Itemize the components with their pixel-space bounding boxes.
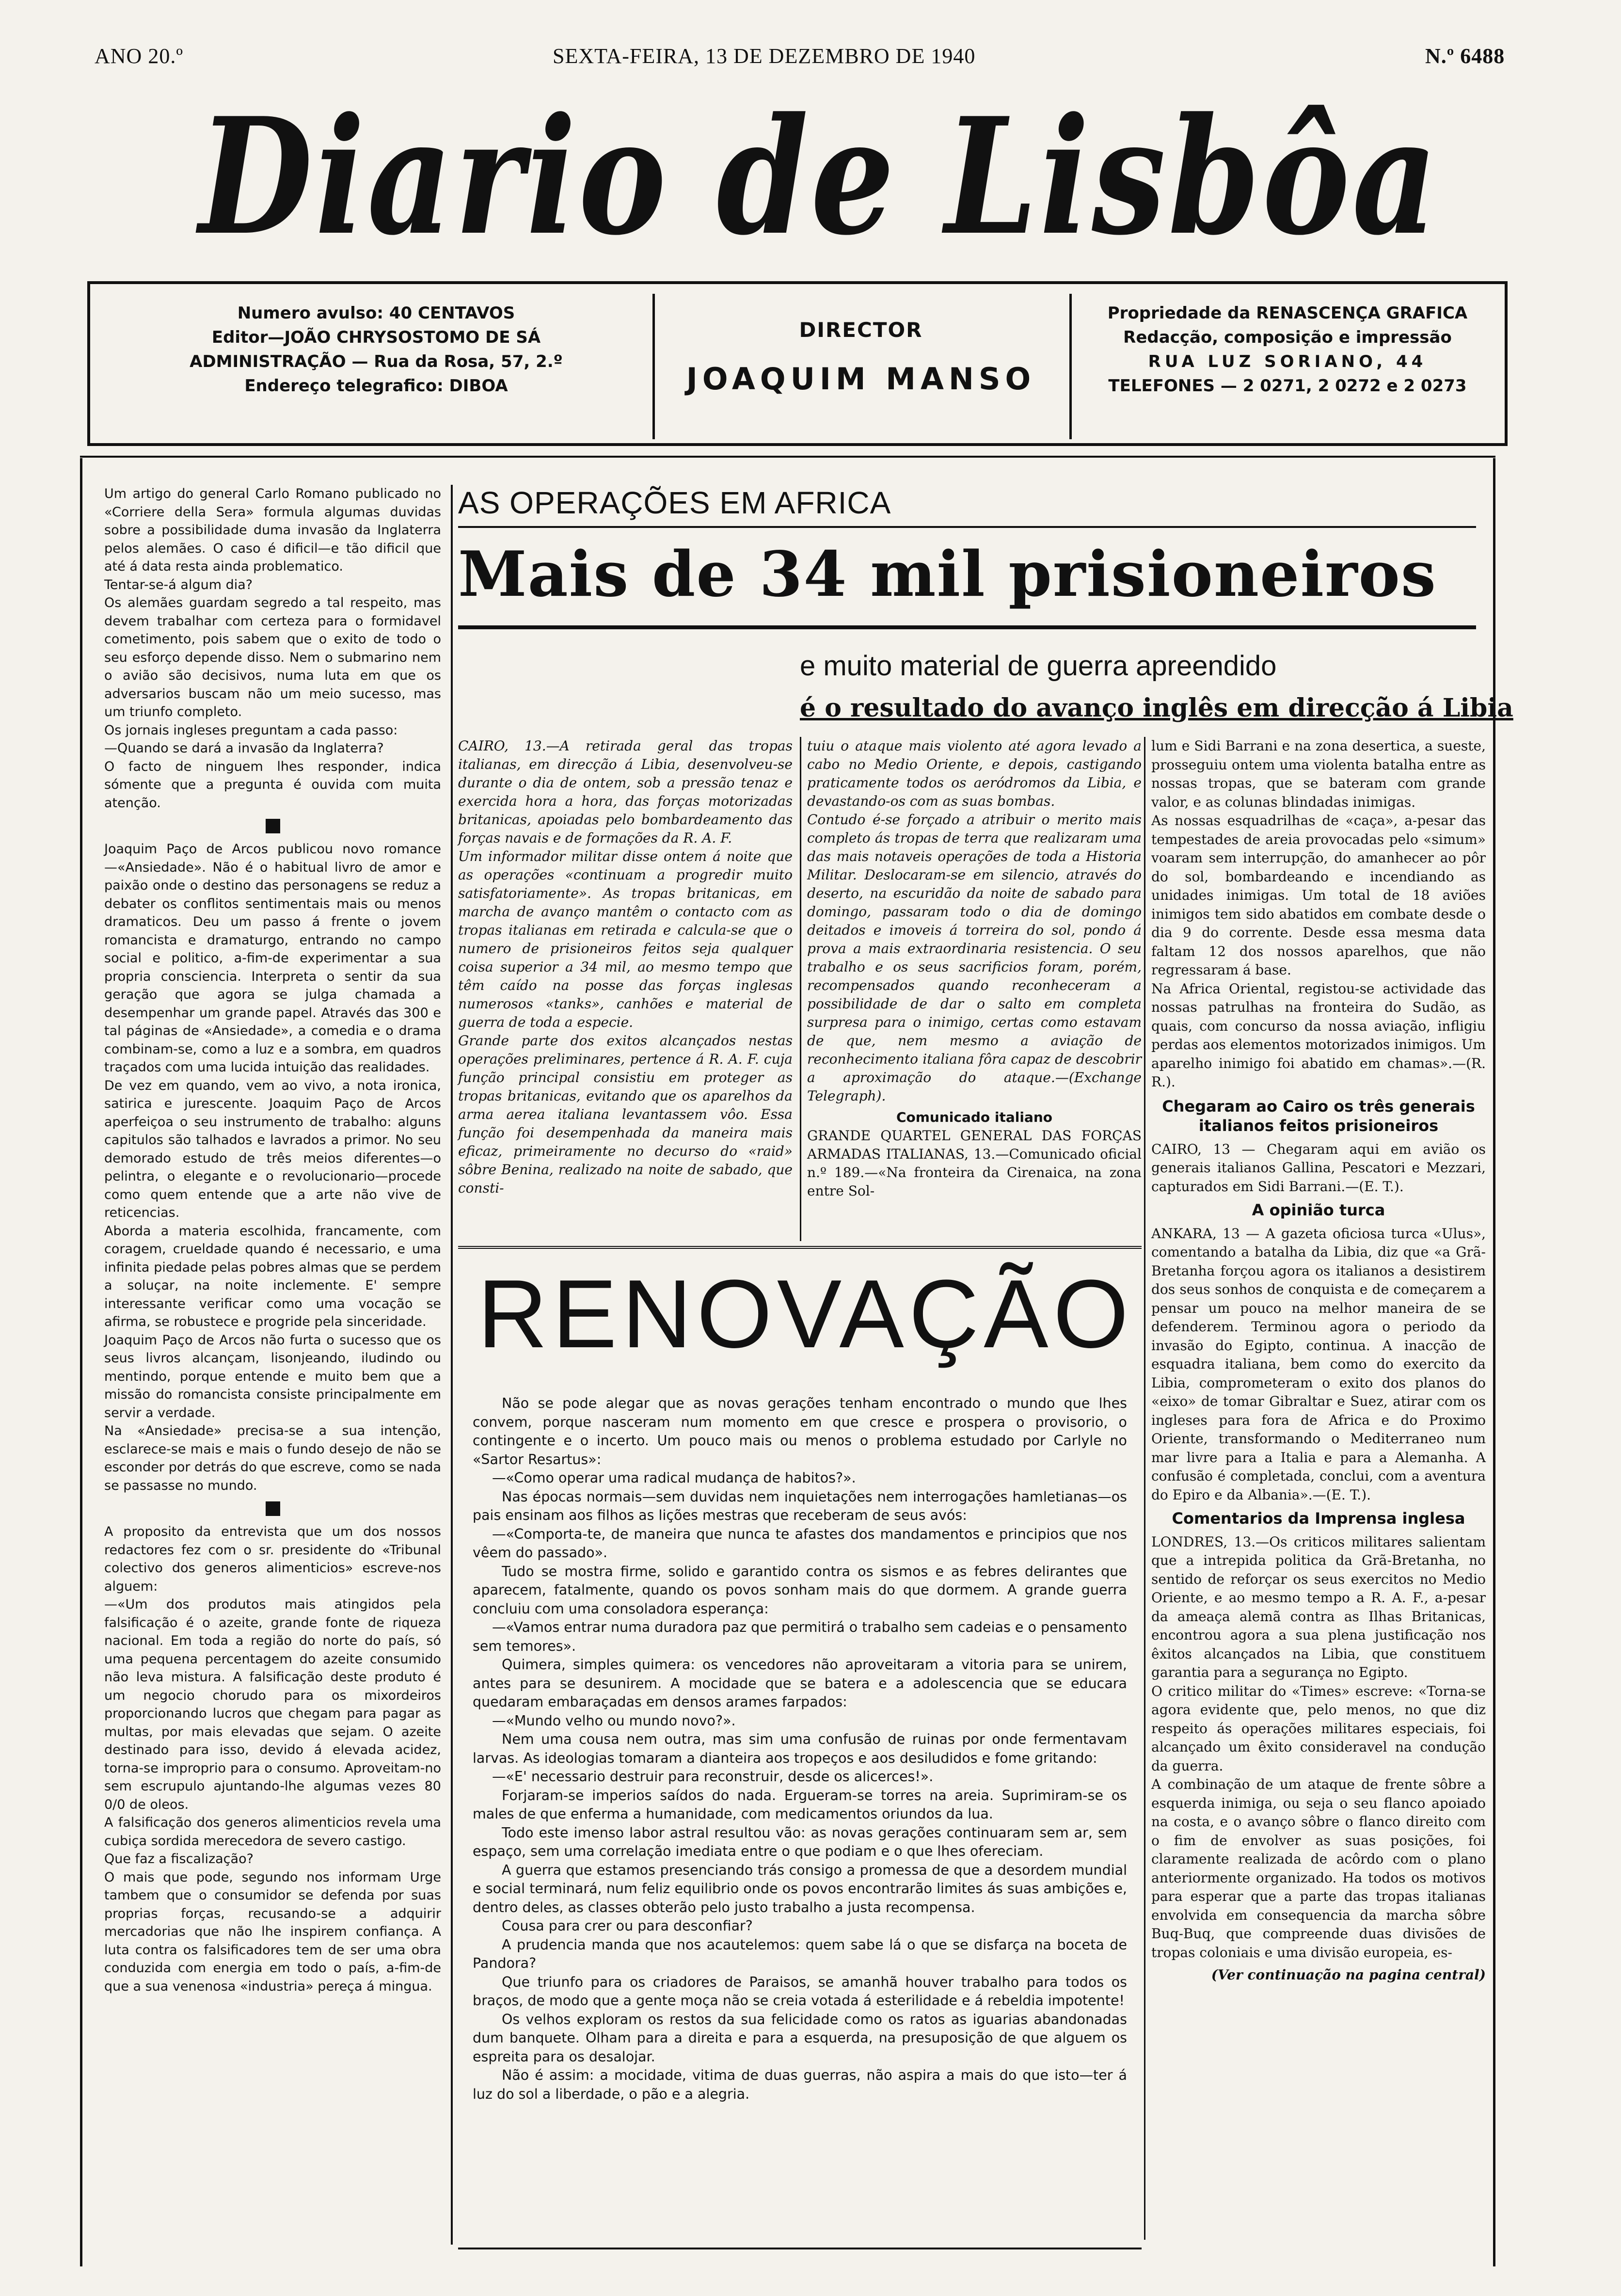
info-address: RUA LUZ SORIANO, 44 xyxy=(1148,352,1427,371)
main-headline: Mais de 34 mil prisioneiros xyxy=(458,538,1437,611)
left-para: Os alemães guardam segredo a tal respeito, mas devem trabalhar com certeza para o formidavel cometimento, pois sabem que o exito de todo o seu esforço depende disso. Nem o submarino nem o avião são decisivos, numa luta em que os adversarios buscam não um meio sucesso, mas um triunfo completo. xyxy=(104,595,441,719)
left-para: Os jornais ingleses preguntam a cada passo: xyxy=(104,722,398,738)
masthead-text: Diario de Lisbôa xyxy=(194,82,1440,271)
story-para: CAIRO, 13.—A retirada geral das tropas italianas, em direcção á Libia, desenvolveu-se durante o dia de ontem, sob a pressão tenaz e exercida hora a hora, das forças motorizadas britanicas, apoiadas pelo bombardeamento das forças navais e de formações da R. A. F. xyxy=(458,738,793,846)
renovacao-para: —«Como operar uma radical mudança de habitos?». xyxy=(492,1470,856,1486)
inglesa-heading: Comentarios da Imprensa inglesa xyxy=(1172,1509,1465,1528)
section-bullet xyxy=(266,1501,280,1516)
right-column xyxy=(1151,737,1486,1985)
info-phones: TELEFONES — 2 0271, 2 0272 e 2 0273 xyxy=(1108,376,1467,396)
page-rule-top xyxy=(80,456,1495,458)
info-price: Numero avulso: 40 CENTAVOS xyxy=(237,303,515,323)
info-center xyxy=(657,284,1065,443)
renovacao-para: Nem uma cousa nem outra, mas sim uma confusão de ruinas por onde fermentavam larvas. As ideologias tomaram a dianteira aos tropeços e aos desiludidos e fome gritando: xyxy=(473,1731,1127,1766)
story-column-2 xyxy=(807,737,1142,1200)
issue-number: N.º 6488 xyxy=(1425,44,1505,68)
story-subhead-2: é o resultado do avanço inglês em direcção á Libia xyxy=(800,693,1513,723)
story-para: Grande parte dos exitos alcançados nestas operações preliminares, pertence á R. A. F. cuja função principal consistiu em proteger as tropas britanicas, evitando que os aparelhos da arma aerea italiana levantassem vôo. Essa função foi desempenhada da maneira mais eficaz, primeiramente no decurso do «raid» sôbre Benina, realizado na noite de sabado, que consti- xyxy=(458,1033,793,1196)
column-rule xyxy=(800,737,801,1241)
comunicado-text: GRANDE QUARTEL GENERAL DAS FORÇAS ARMADAS ITALIANAS, 13.—Comunicado oficial n.º 189.—«Na fronteira da Cirenaica, na zona entre Sol- xyxy=(807,1128,1142,1199)
story-para: Contudo é-se forçado a atribuir o merito mais completo ás tropas de terra que realizaram uma das mais notaveis operações de toda a Historia Militar. Deslocaram-se em silencio, através do deserto, na escuridão da noite de sabado para domingo, passaram todo o dia de domingo deitados e imoveis á torreira do sol, pondo á prova a mais extraordinaria resistencia. O seu trabalho e os seus sacrificios foram, porém, recompensados quando reconheceram a possibilidade de dar o salto em completa surpresa para o inimigo, certas como estavam de que, nem mesmo a aviação de reconhecimento italiana fôra capaz de descobrir a aproximação do ataque.—(Exchange Telegraph). xyxy=(807,812,1142,1104)
right-para: CAIRO, 13 — Chegaram aqui em avião os generais italianos Gallina, Pescatori e Mezzari, capturados em Sidi Barrani.—(E. T.). xyxy=(1151,1141,1486,1195)
renovacao-para: Forjaram-se imperios saídos do nada. Ergueram-se torres na areia. Suprimiram-se os males de que enferma a humanidade, com medicamentos oriundos da lua. xyxy=(473,1787,1127,1822)
renovacao-para: Não se pode alegar que as novas gerações tenham encontrado o mundo que lhes convem, porque nasceram num momento em que cresce e prospera o provisorio, o contingente e o incerto. Um pouco mais ou menos o problema estudado por Carlyle no «Sartor Resartus»: xyxy=(473,1395,1127,1467)
renovacao-para: A prudencia manda que nos acautelemos: quem sabe lá o que se disfarça na boceta de Pandora? xyxy=(473,1936,1127,1971)
renovacao-para: Todo este imenso labor astral resultou vão: as novas gerações continuaram sem ar, sem espaço, sem uma correlação imediata entre o que podiam e o que lhes ofereciam. xyxy=(473,1824,1127,1859)
renovacao-para: Tudo se mostra firme, solido e garantido contra os sismos e as febres delirantes que aparecem, fatalmente, quando os povos sonham mais do que dormem. A grande guerra concluiu com uma consoladora esperança: xyxy=(473,1563,1127,1617)
renovacao-para: Que triunfo para os criadores de Paraisos, se amanhã houver trabalho para todos os braços, de modo que a gente moça não se creia votada á esterilidade e á rebeldia impotente! xyxy=(473,1974,1127,2009)
left-para: O facto de ninguem lhes responder, indica sómente que a pregunta é ouvida com muita atenção. xyxy=(104,759,441,811)
story-column-1 xyxy=(458,737,793,1197)
year-label: ANO 20.º xyxy=(95,44,183,68)
story-para: tuiu o ataque mais violento até agora levado a cabo no Medio Oriente, e depois, castigando praticamente todos os aeródromos da Libia, e devastando-os com as suas bombas. xyxy=(807,738,1142,809)
right-para: A combinação de um ataque de frente sôbre a esquerda inimiga, ou seja o seu flanco apoiado na costa, e o avanço sôbre o flanco direito com o fim de envolver as suas posições, foi claramente realizada de acôrdo com o plano anteriormente organizado. Ha todos os motivos para esperar que a parte das tropas italianas envolvida em consequencia da marcha sôbre Buq-Buq, que compreende duas divisões de tropas coloniais e uma divisão europeia, es- xyxy=(1151,1776,1486,1961)
left-para: Na «Ansiedade» precisa-se a sua intenção, esclarece-se mais e mais o fundo desejo de não se esconder por detrás do que escreve, como se nada se passasse no mundo. xyxy=(104,1423,441,1493)
right-para: LONDRES, 13.—Os criticos militares salientam que a intrepida politica da Grã-Bretanha, no sentido de reforçar os seus exercitos no Medio Oriente, e ao mesmo tempo a R. A. F., a-pesar da ameaça alemã contra as Ilhas Britanicas, encontrou agora a sua plena justificação nos êxitos alcançados na Libia, que constituem garantia para a segurança no Egipto. xyxy=(1151,1533,1486,1680)
renovacao-para: Os velhos exploram os restos da sua felicidade como os ratos as iguarias abandonadas dum banquete. Olham para a direita e para a esquerda, na presuposição de que alguem os espreita para os desalojar. xyxy=(473,2011,1127,2065)
masthead-logo xyxy=(184,73,1454,276)
section-bullet xyxy=(266,819,280,833)
left-para: Joaquim Paço de Arcos publicou novo romance—«Ansiedade». Não é o habitual livro de amor e paixão onde o destino das personagens se reduz a debater os conflitos sentimentais mais ou menos dramaticos. Deu um passo á frente o jovem romancista e dramaturgo, entrando no campo social e politico, a-fim-de experimentar a sua propria consciencia. Interpreta o sentir da sua geração que agora se julga chamada a desempenhar um grande papel. Através das 300 e tal páginas de «Ansiedade», a comedia e o drama combinam-se, como a luz e a sombra, em quadros traçados com uma lucida intuição das realidades. xyxy=(104,842,441,1075)
story-subhead: e muito material de guerra apreendido xyxy=(800,650,1277,682)
date-label: SEXTA-FEIRA, 13 DE DEZEMBRO DE 1940 xyxy=(553,44,976,68)
headline-rule xyxy=(458,625,1476,629)
left-para: —«Um dos produtos mais atingidos pela falsificação é o azeite, grande fonte de riqueza nacional. Em toda a região do norte do país, só uma pequena percentagem do azeite consumido não leva mistura. A falsificação deste produto é um negocio chorudo para os mixordeiros proporcionando lucros que chegam para pagar as multas, por mais elevadas que sejam. O azeite destinado para isso, devido á elevada acidez, torna-se improprio para o consumo. Aproveitam-no sem escrupulo ajuntando-lhe algumas vezes 80 0/0 de oleos. xyxy=(104,1597,441,1812)
info-editor: Editor—JOÃO CHRYSOSTOMO DE SÁ xyxy=(211,328,541,347)
column-rule xyxy=(1144,737,1145,2240)
comunicado-heading: Comunicado italiano xyxy=(896,1109,1053,1125)
director-name: JOAQUIM MANSO xyxy=(686,361,1036,397)
renovacao-para: —«Comporta-te, de maneira que nunca te afastes dos mandamentos e principios que nos vêem do passado». xyxy=(473,1526,1127,1561)
continuation-note: (Ver continuação na pagina central) xyxy=(1211,1967,1486,1983)
director-label: DIRECTOR xyxy=(799,318,923,342)
renovacao-para: —«E' necessario destruir para reconstruir, desde os alicerces!». xyxy=(492,1769,934,1785)
kicker-rule xyxy=(458,526,1476,528)
info-left xyxy=(110,284,643,460)
right-para: As nossas esquadrilhas de «caça», a-pesar das tempestades de areia provocadas pelo «simum» voaram sem interrupção, do amanhecer ao pôr do sol, bombardeando e incendiando as unidades inimigas. Um total de 18 aviões inimigos tem sido abatidos em combate desde o dia 9 do corrente. Desde essa mesma data faltam 12 dos nossos aparelhos, que não regressaram á base. xyxy=(1151,813,1486,978)
box-divider xyxy=(1069,294,1072,439)
renovacao-title: RENOVAÇÃO xyxy=(477,1260,1134,1368)
left-column xyxy=(104,485,441,1995)
renovacao-para: Nas épocas normais—sem duvidas nem inquietações nem interrogações hamletianas—os pais ensinam aos filhos as lições mestras que receberam de seus avós: xyxy=(473,1488,1127,1523)
left-para: O mais que pode, segundo nos informam Urge tambem que o consumidor se defenda por suas proprias forças, recusando-se a adquirir mercadorias que não lhe inspirem confiança. A luta contra os falsificadores tem de ser uma obra conduzida com energia em todo o país, a-fim-de que a sua venenosa «industria» pereça á mingua. xyxy=(104,1869,441,1994)
turca-heading: A opinião turca xyxy=(1252,1201,1385,1219)
info-printing: Redacção, composição e impressão xyxy=(1123,328,1452,347)
info-administration: ADMINISTRAÇÃO — Rua da Rosa, 57, 2.º xyxy=(190,352,563,371)
info-box xyxy=(87,281,1508,446)
column-rule xyxy=(451,485,453,2245)
renovacao-para: Cousa para crer ou para desconfiar? xyxy=(502,1918,753,1934)
left-para: A proposito da entrevista que um dos nossos redactores fez com o sr. presidente do «Tribunal colectivo dos generos alimenticios» escreve-nos alguem: xyxy=(104,1524,441,1594)
renovacao-para: Quimera, simples quimera: os vencedores não aproveitaram a vitoria para se unirem, antes para se desunirem. A mocidade que se batera e a adolescencia que se educara quedaram embaraçadas em densos arames farpados: xyxy=(473,1657,1127,1710)
renovacao-para: Não é assim: a mocidade, vitima de duas guerras, não aspira a mais do que isto—ter á luz do sol a liberdade, o pão e a alegria. xyxy=(473,2067,1127,2102)
info-property: Propriedade da RENASCENÇA GRAFICA xyxy=(1107,303,1468,323)
renovacao-para: A guerra que estamos presenciando trás consigo a promessa de que a desordem mundial e social terminará, num feliz equilibrio onde os povos encontrarão limites ás suas ambições e, dentro deles, as classes obterão pelo justo trabalho a justa recompensa. xyxy=(473,1862,1127,1915)
renovacao-para: —«Mundo velho ou mundo novo?». xyxy=(492,1712,736,1729)
left-para: Um artigo do general Carlo Romano publicado no «Corriere della Sera» formula algumas duvidas sobre a possibilidade duma invasão da Inglaterra pelos alemães. O caso é dificil—e tão dificil que até á data resta ainda problematico. xyxy=(104,486,441,574)
box-divider xyxy=(652,294,655,439)
left-para: —Quando se dará a invasão da Inglaterra? xyxy=(104,741,384,756)
left-para: Tentar-se-á algum dia? xyxy=(104,577,253,592)
left-para: Aborda a materia escolhida, francamente, com coragem, crueldade quando é necessario, e uma infinita piedade pelas pobres almas que se perdem a soluçar, na noite inclemente. E' sempre interessante verificar como uma vocação se afirma, se robustece e progride pela sinceridade. xyxy=(104,1223,441,1329)
story-kicker: AS OPERAÇÕES EM AFRICA xyxy=(458,485,891,520)
renovacao-box xyxy=(458,1246,1142,2249)
left-para: A falsificação dos generos alimenticios revela uma cubiça sordida merecedora de severo castigo. xyxy=(104,1815,441,1849)
left-para: Que faz a fiscalização? xyxy=(104,1851,254,1866)
right-para: O critico militar do «Times» escreve: «Torna-se agora evidente que, pelo menos, no que diz respeito ás operações militares especiais, foi alcançado um êxito consideravel na condução da guerra. xyxy=(1151,1683,1486,1774)
story-para: Um informador militar disse ontem á noite que as operações «continuam a progredir muito satisfatoriamente». As tropas britanicas, em marcha de avanço mantêm o contacto com as tropas italianas em retirada e calcula-se que o numero de prisioneiros feitos seja qualquer coisa superior a 34 mil, ao mesmo tempo que têm caído na posse das forças inglesas numerosos «tanks», canhões e material de guerra de toda a especie. xyxy=(458,848,793,1030)
right-para: Na Africa Oriental, registou-se actividade das nossas patrulhas na fronteira do Sudão, as quais, com concurso da nossa aviação, infligiu perdas aos elementos motorizados inimigos. Um aparelho inimigo foi abatido em chamas».—(R. R.). xyxy=(1151,980,1486,1090)
right-para: lum e Sidi Barrani e na zona desertica, a sueste, prosseguiu ontem uma violenta batalha entre as nossas tropas, que se bateram com grande valor, e as colunas blindadas inimigas. xyxy=(1151,738,1486,810)
page-rule-left xyxy=(80,458,82,2266)
left-para: Joaquim Paço de Arcos não furta o sucesso que os seus livros alcançam, lisonjeando, iludindo ou mentindo, porque entende e muito bem que a missão do romancista consiste principalmente em servir a verdade. xyxy=(104,1332,441,1420)
right-para: ANKARA, 13 — A gazeta oficiosa turca «Ulus», comentando a batalha da Libia, diz que «a Grã-Bretanha forçou agora os italianos a desistirem dos seus sonhos de conquista e de começarem a pensar um pouco na melhor maneira de se defenderem. Terminou agora o periodo da invasão do Egipto, continua. A inacção de esquadra italiana, bem como do exercito da Libia, comprometeram o exito dos planos do «eixo» de tomar Gibraltar e Suez, atirar com os ingleses para fora de Africa e do Proximo Oriente, transformando o Mediterraneo num mar livre para a Italia e para a Alemanha. A confusão é completada, conclui, com a aventura do Epiro e da Albania».—(E. T.). xyxy=(1151,1225,1486,1503)
info-telegraph: Endereço telegrafico: DIBOA xyxy=(244,376,508,396)
info-right xyxy=(1074,284,1501,460)
renovacao-para: —«Vamos entrar numa duradora paz que permitirá o trabalho sem cadeias e o pensamento sem temores». xyxy=(473,1619,1127,1654)
cairo-heading: Chegaram ao Cairo os três generais italianos feitos prisioneiros xyxy=(1162,1097,1475,1135)
page-rule-right xyxy=(1493,458,1495,2266)
renovacao-text xyxy=(473,1394,1127,2104)
left-para: De vez em quando, vem ao vivo, a nota ironica, satirica e jurescente. Joaquim Paço de Arcos aperfeiçoa o seu instrumento de trabalho: alguns capitulos são talhados e lavrados a primor. No seu demorado estudo de três meios diferentes—o pelintra, o elegante e o revolucionario—procede como quem entende que a arte não vive de reticencias. xyxy=(104,1078,441,1220)
